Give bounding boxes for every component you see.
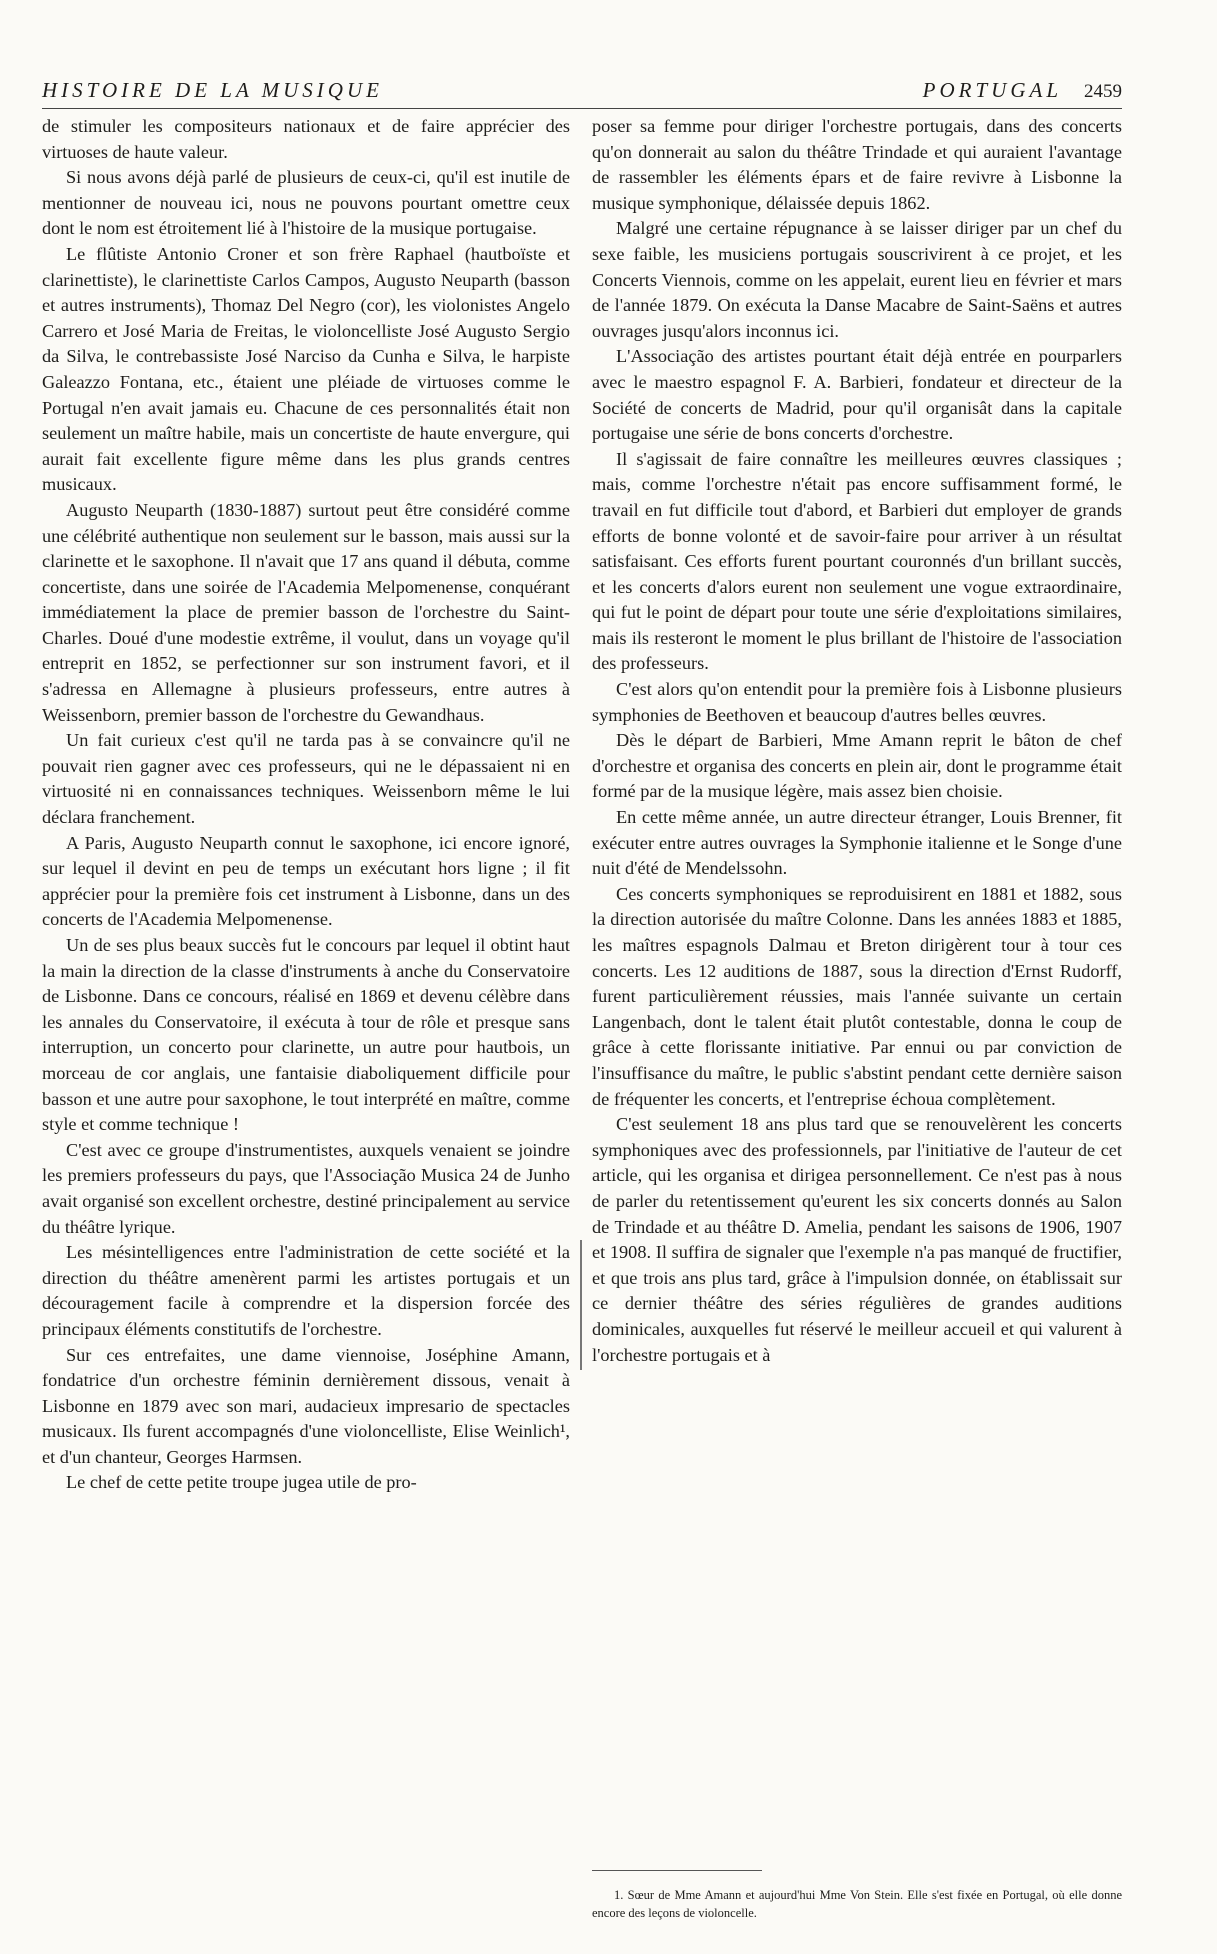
section-title: PORTUGAL xyxy=(922,78,1062,102)
paragraph: Les mésintelligences entre l'administration de cette société et la direction du théâtre amenèrent parmi les artistes portugais et un découragement facile à comprendre et la dispersion forcée des principaux éléments constitutifs de l'orchestre. xyxy=(42,1242,570,1339)
paragraph: L'Associação des artistes pourtant était déjà entrée en pourparlers avec le maestro espagnol F. A. Barbieri, fondateur et directeur de la Société de concerts de Madrid, pour qu'il organisât dans la capitale portugaise une série de bons concerts d'orchestre. xyxy=(592,346,1122,444)
header-rule xyxy=(42,108,1122,109)
paragraph: Un de ses plus beaux succès fut le concours par lequel il obtint haut la main la direction de la classe d'instruments à anche du Conservatoire de Lisbonne. Dans ce concours, réalisé en 1869 et devenu célèbre dans les annales du Conservatoire, il exécuta à tour de rôle et presque sans interruption, un concerto pour clarinette, un autre pour hautbois, un morceau de cor anglais, une fantaisie diaboliquement difficile pour basson et une autre pour saxophone, le tout interprété en maître, comme style et comme technique ! xyxy=(42,935,570,1135)
paragraph: Il s'agissait de faire connaître les meilleures œuvres classiques ; mais, comme l'orchestre n'était pas encore suffisamment formé, le travail en fut difficile tout d'abord, et Barbieri dut employer de grands efforts de bonne volonté et de savoir-faire pour arriver à un résultat satisfaisant. Ces efforts furent pourtant couronnés d'un brillant succès, et les concerts d'alors eurent non seulement une vogue extraordinaire, qui fut le point de départ pour toute une série d'exploitations similaires, mais ils resteront le moment le plus brillant de l'histoire de l'association des professeurs. xyxy=(592,448,1122,674)
margin-mark xyxy=(580,1240,582,1370)
paragraph: poser sa femme pour diriger l'orchestre portugais, dans des concerts qu'on donnerait au salon du théâtre Trindade et qui auraient l'avantage de rassembler les éléments épars et de faire revivre à Lisbonne la musique symphonique, délaissée depuis 1862. xyxy=(592,116,1122,213)
paragraph: de stimuler les compositeurs nationaux et de faire apprécier des virtuoses de haute valeur. xyxy=(42,116,570,162)
footnote-rule xyxy=(592,1870,762,1871)
paragraph: Dès le départ de Barbieri, Mme Amann reprit le bâton de chef d'orchestre et organisa des concerts en plein air, dont le programme était formé par de la musique légère, mais assez bien choisie. xyxy=(592,730,1122,802)
paragraph: C'est seulement 18 ans plus tard que se renouvelèrent les concerts symphoniques avec des professionnels, par l'initiative de l'auteur de cet article, qui les organisa et dirigea personnellement. Ce n'est pas à nous de parler du retentissement qu'eurent les six concerts donnés au Salon de Trindade et au théâtre D. Amelia, pendant les saisons de 1906, 1907 et 1908. Il suffira de signaler que l'exemple n'a pas manqué de fructifier, et que trois ans plus tard, grâce à l'impulsion donnée, on établissait sur ce dernier théâtre des séries régulières de grandes auditions dominicales, auxquelles fut réservé le meilleur accueil et qui valurent à l'orchestre portugais et à xyxy=(592,1114,1122,1365)
paragraph: Augusto Neuparth (1830-1887) surtout peut être considéré comme une célébrité authentique non seulement sur le basson, mais aussi sur la clarinette et le saxophone. Il n'avait que 17 ans quand il débuta, comme concertiste, dans une soirée de l'Academia Melpomenense, conquérant immédiatement la place de premier basson de l'orchestre du Saint-Charles. Doué d'une modestie extrême, il voulut, dans un voyage qu'il entreprit en 1852, se perfectionner sur son instrument favori, et il s'adressa en Allemagne à plusieurs professeurs, entre autres à Weissenborn, premier basson de l'orchestre du Gewandhaus. xyxy=(42,499,570,725)
footnote: 1. Sœur de Mme Amann et aujourd'hui Mme Von Stein. Elle s'est fixée en Portugal, où elle donne encore des leçons de violoncelle. xyxy=(592,1888,1122,1920)
paragraph: Le flûtiste Antonio Croner et son frère Raphael (hautboïste et clarinettiste), le clarinettiste Carlos Campos, Augusto Neuparth (basson et autres instruments), Thomaz Del Negro (cor), les violonistes Angelo Carrero et José Maria de Freitas, le violoncelliste José Augusto Sergio da Silva, le contrebassiste José Narciso da Cunha e Silva, le harpiste Galeazzo Fontana, etc., étaient une pléiade de virtuoses comme le Portugal n'en avait jamais eu. Chacune de ces personnalités était non seulement un maître habile, mais un concertiste de haute envergure, qui aurait fait excellente figure même dans les plus grands centres musicaux. xyxy=(42,243,570,495)
paragraph: En cette même année, un autre directeur étranger, Louis Brenner, fit exécuter entre autres ouvrages la Symphonie italienne et le Songe d'une nuit d'été de Mendelssohn. xyxy=(592,807,1122,879)
paragraph: Sur ces entrefaites, une dame viennoise, Joséphine Amann, fondatrice d'un orchestre féminin dernièrement dissous, venait à Lisbonne en 1879 avec son mari, audacieux impresario de spectacles musicaux. Ils furent accompagnés d'une violoncelliste, Elise Weinlich¹, et d'un chanteur, Georges Harmsen. xyxy=(42,1344,570,1467)
paragraph: C'est alors qu'on entendit pour la première fois à Lisbonne plusieurs symphonies de Beethoven et beaucoup d'autres belles œuvres. xyxy=(592,679,1122,725)
paragraph: Malgré une certaine répugnance à se laisser diriger par un chef du sexe faible, les musiciens portugais souscrivirent à ce projet, et les Concerts Viennois, comme on les appelait, eurent lieu en février et mars de l'année 1879. On exécuta la Danse Macabre de Saint-Saëns et autres ouvrages jusqu'alors inconnus ici. xyxy=(592,218,1122,341)
paragraph: Un fait curieux c'est qu'il ne tarda pas à se convaincre qu'il ne pouvait rien gagner avec ces professeurs, qui ne le dépassaient ni en virtuosité ni en connaissances techniques. Weissenborn même le lui déclara franchement. xyxy=(42,730,570,828)
paragraph: C'est avec ce groupe d'instrumentistes, auxquels venaient se joindre les premiers professeurs du pays, que l'Associação Musica 24 de Junho avait organisé son excellent orchestre, destiné principalement au service du théâtre lyrique. xyxy=(42,1139,570,1237)
page-number: 2459 xyxy=(1084,81,1122,102)
right-column xyxy=(592,114,1122,1368)
paragraph: Si nous avons déjà parlé de plusieurs de ceux-ci, qu'il est inutile de mentionner de nouveau ici, nous ne pouvons pourtant omettre ceux dont le nom est étroitement lié à l'histoire de la musique portugaise. xyxy=(42,167,570,239)
running-title: HISTOIRE DE LA MUSIQUE xyxy=(42,78,383,102)
paragraph: Le chef de cette petite troupe jugea utile de pro- xyxy=(66,1472,417,1493)
paragraph: A Paris, Augusto Neuparth connut le saxophone, ici encore ignoré, sur lequel il devint en peu de temps un exécutant hors ligne ; il fit apprécier pour la première fois cet instrument à Lisbonne, dans un des concerts de l'Academia Melpomenense. xyxy=(42,832,570,930)
running-section xyxy=(923,78,1122,103)
paragraph: Ces concerts symphoniques se reproduisirent en 1881 et 1882, sous la direction autorisée du maître Colonne. Dans les années 1883 et 1885, les maîtres espagnols Dalmau et Breton dirigèrent tour à tour ces concerts. Les 12 auditions de 1887, sous la direction d'Ernst Rudorff, furent particulièrement réussies, mais l'année suivante un certain Langenbach, dont le talent était plutôt contestable, donna le coup de grâce à cette florissante initiative. Par ennui ou par conviction de l'insuffisance du maître, le public s'abstint pendant cette dernière saison de fréquenter les concerts, et l'entreprise échoua complètement. xyxy=(592,883,1122,1109)
left-column xyxy=(42,114,570,1496)
running-header xyxy=(42,78,1122,108)
